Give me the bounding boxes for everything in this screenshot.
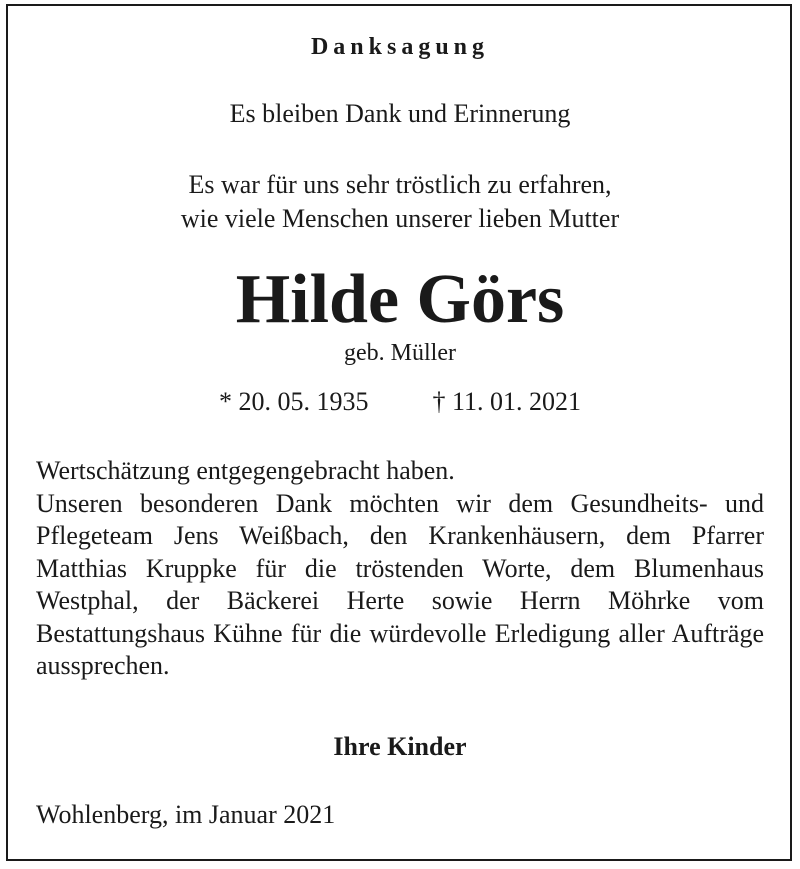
intro-text	[0, 168, 800, 236]
body-first-line: Wertschätzung entgegengebracht haben.	[36, 456, 455, 485]
body-paragraph: Unseren besonderen Dank möchten wir dem Gesundheits- und Pflegeteam Jens Weißbach, den Krankenhäusern, dem Pfarrer Matthias Kruppke für die tröstenden Worte, dem Blumenhaus Westphal, der Bäckerei Herte sowie Herrn Möhrke vom Bestattungshaus Kühne für die würdevolle Erledigung aller Aufträge aussprechen.	[36, 488, 764, 680]
place-date: Wohlenberg, im Januar 2021	[36, 800, 336, 829]
birth-date: * 20. 05. 1935	[218, 387, 369, 416]
signature: Ihre Kinder	[333, 732, 467, 761]
intro-line-2: wie viele Menschen unserer lieben Mutter	[180, 204, 620, 233]
thank-you-text	[36, 455, 764, 683]
deceased-name: Hilde Görs	[235, 261, 565, 338]
death-date: † 11. 01. 2021	[432, 387, 582, 416]
notice-heading: Danksagung	[310, 34, 490, 60]
notice-subtitle: Es bleiben Dank und Erinnerung	[229, 99, 571, 128]
maiden-name: geb. Müller	[344, 340, 456, 366]
life-dates	[0, 387, 800, 417]
intro-line-1: Es war für uns sehr tröstlich zu erfahren,	[188, 170, 612, 199]
